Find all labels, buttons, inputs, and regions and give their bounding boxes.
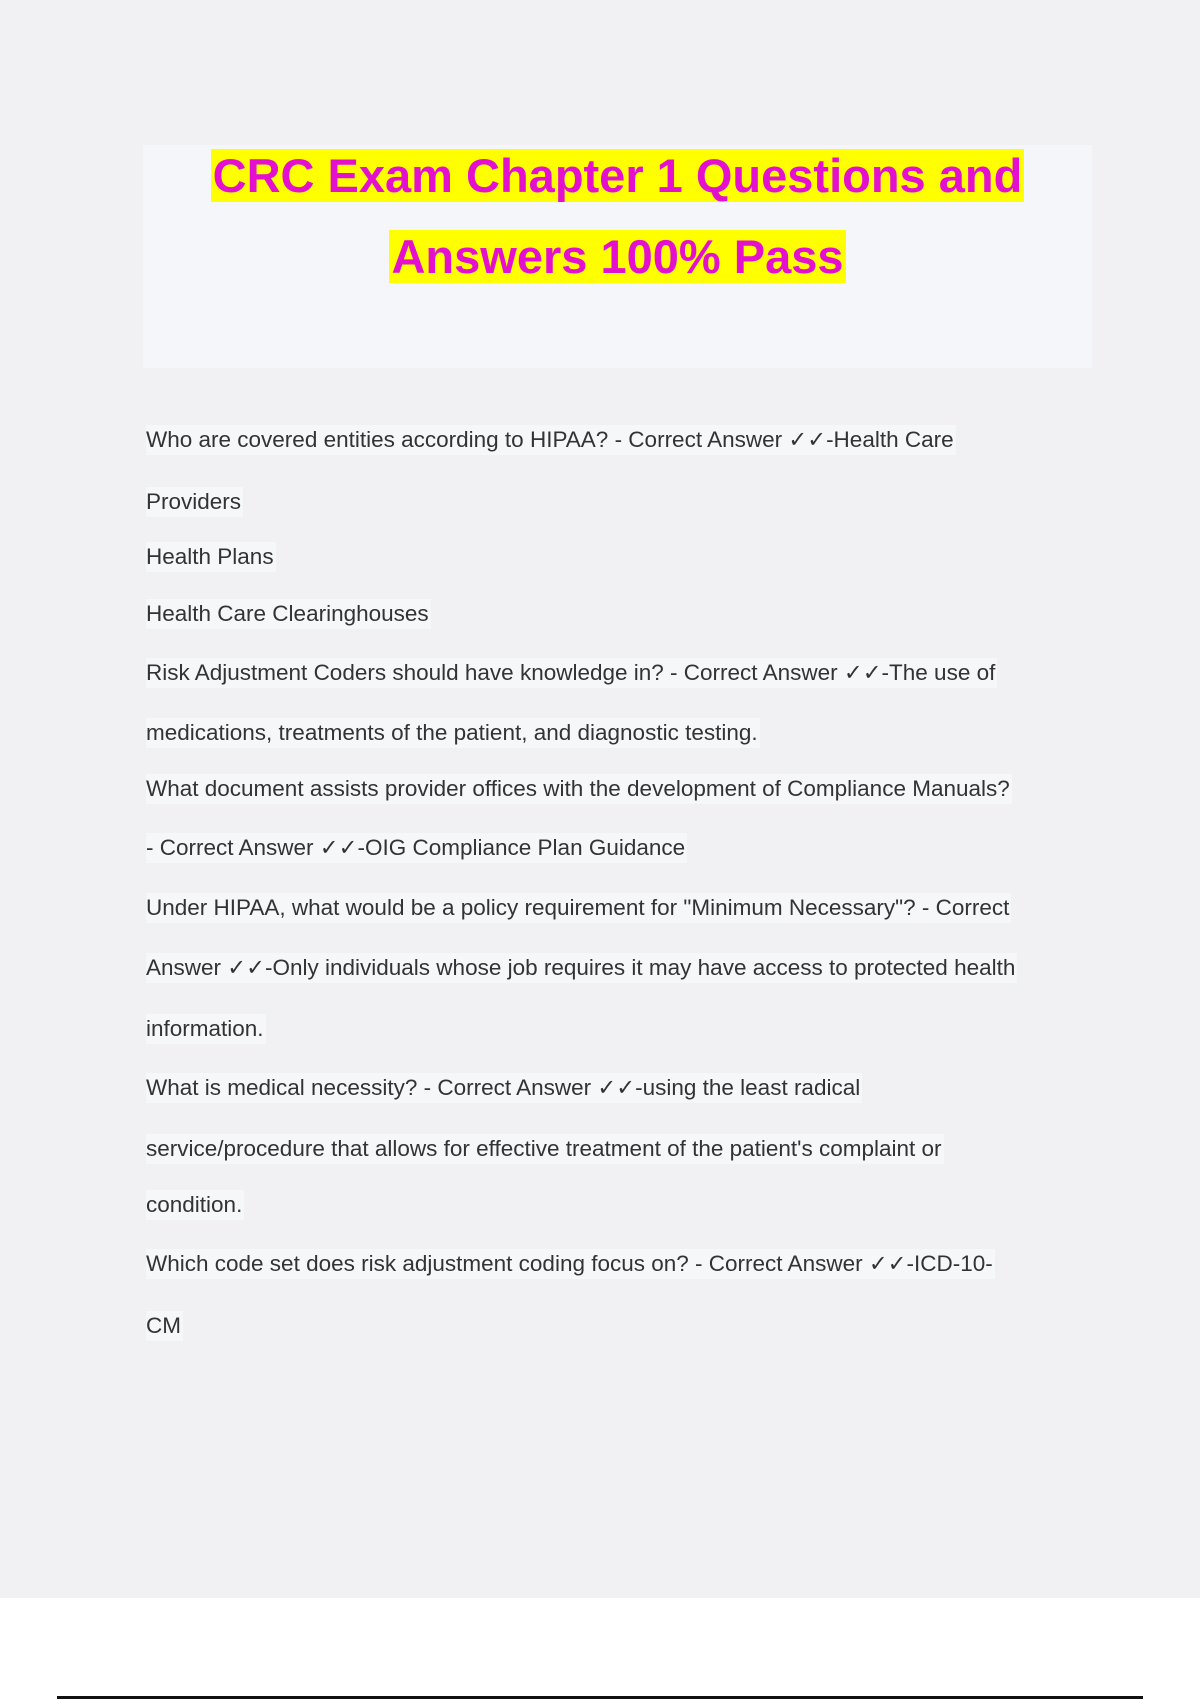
qa-line: Who are covered entities according to HIPAA? - Correct Answer ✓✓-Health Care [146, 425, 956, 455]
qa-line: medications, treatments of the patient, and diagnostic testing. [146, 718, 760, 748]
page-divider [57, 1696, 1143, 1699]
qa-line: Health Plans [146, 542, 276, 572]
qa-line: information. [146, 1014, 266, 1044]
title-text-2: Answers 100% Pass [391, 230, 844, 283]
page-title-line-2 [143, 228, 1092, 285]
qa-line: Under HIPAA, what would be a policy requirement for "Minimum Necessary"? - Correct [146, 893, 1011, 923]
page-title-line-1 [143, 147, 1092, 204]
qa-line: service/procedure that allows for effective treatment of the patient's complaint or [146, 1134, 944, 1164]
title-text-1: CRC Exam Chapter 1 Questions and [212, 149, 1023, 202]
qa-line: Which code set does risk adjustment coding focus on? - Correct Answer ✓✓-ICD-10- [146, 1249, 995, 1279]
qa-line: Risk Adjustment Coders should have knowledge in? - Correct Answer ✓✓-The use of [146, 658, 997, 688]
qa-line: CM [146, 1311, 183, 1341]
qa-line: - Correct Answer ✓✓-OIG Compliance Plan Guidance [146, 833, 687, 863]
qa-line: Providers [146, 487, 243, 517]
qa-line: Answer ✓✓-Only individuals whose job requires it may have access to protected health [146, 953, 1017, 983]
qa-line: Health Care Clearinghouses [146, 599, 431, 629]
qa-line: condition. [146, 1190, 244, 1220]
title-block [143, 145, 1092, 368]
qa-line: What is medical necessity? - Correct Answer ✓✓-using the least radical [146, 1073, 862, 1103]
qa-line: What document assists provider offices with the development of Compliance Manuals? [146, 774, 1012, 804]
